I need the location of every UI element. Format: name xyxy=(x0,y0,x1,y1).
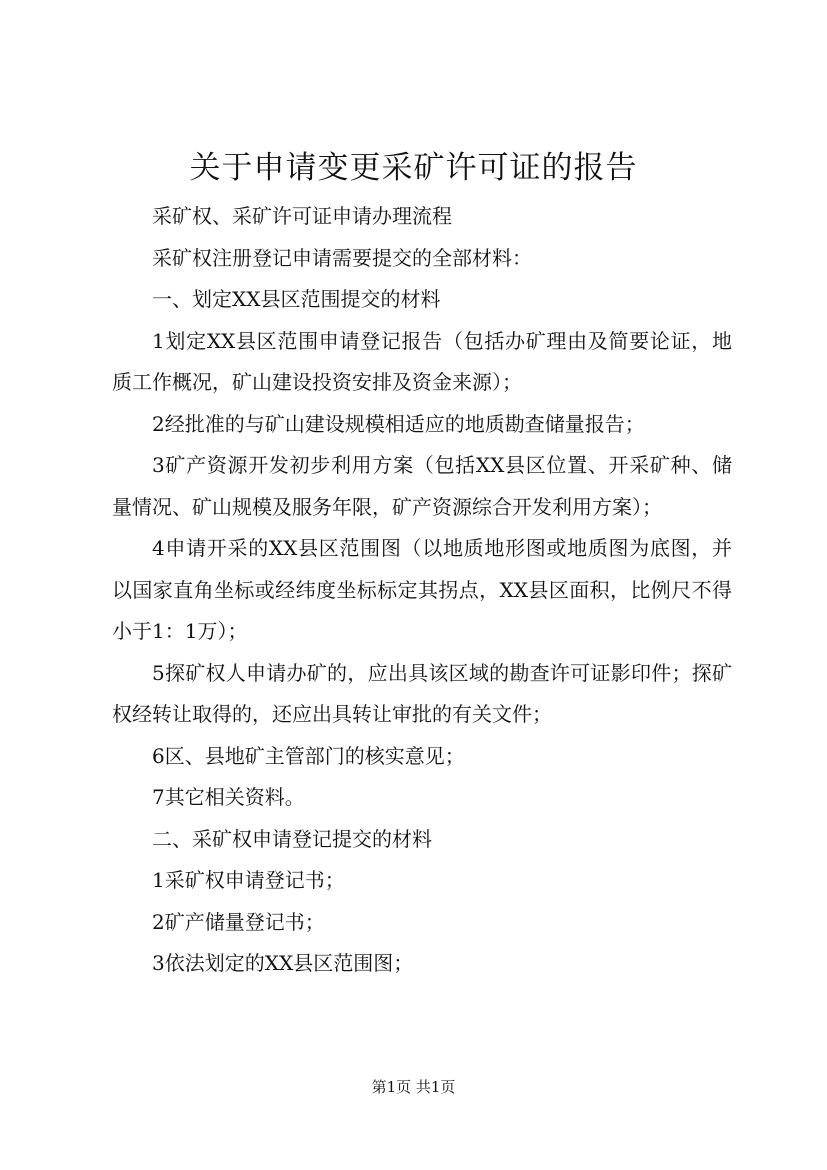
paragraph: 采矿权、采矿许可证申请办理流程 xyxy=(152,204,452,228)
list-item: 2矿产储量登记书； xyxy=(152,909,325,934)
list-item: 4申请开采的XX县区范围图（以地质地形图或地质图为底图，并以国家直角坐标或经纬度坐标标定其拐点，XX县区面积，比例尺不得小于1：1万）； xyxy=(112,536,732,643)
document-body xyxy=(112,196,732,985)
document-title: 关于申请变更采矿许可证的报告 xyxy=(189,150,638,186)
section-heading: 一、划定XX县区范围提交的材料 xyxy=(152,287,441,311)
list-item: 6区、县地矿主管部门的核实意见； xyxy=(152,743,465,768)
list-item: 3依法划定的XX县区范围图； xyxy=(152,951,414,975)
list-item: 1划定XX县区范围申请登记报告（包括办矿理由及简要论证，地质工作概况，矿山建设投资安排及资金来源）； xyxy=(112,328,732,394)
list-item: 2经批准的与矿山建设规模相适应的地质勘查储量报告； xyxy=(152,411,645,436)
page-number-footer: 第1页 共1页 xyxy=(371,1078,456,1096)
paragraph: 采矿权注册登记申请需要提交的全部材料： xyxy=(152,245,532,270)
section-heading: 二、采矿权申请登记提交的材料 xyxy=(152,826,432,851)
list-item: 3矿产资源开发初步利用方案（包括XX县区位置、开采矿种、储量情况、矿山规模及服务年限，矿产资源综合开发利用方案）； xyxy=(112,453,732,519)
list-item: 7其它相关资料。 xyxy=(152,785,305,809)
list-item: 5探矿权人申请办矿的，应出具该区域的勘查许可证影印件；探矿权经转让取得的，还应出具转让审批的有关文件； xyxy=(112,660,732,726)
list-item: 1采矿权申请登记书； xyxy=(152,868,345,892)
